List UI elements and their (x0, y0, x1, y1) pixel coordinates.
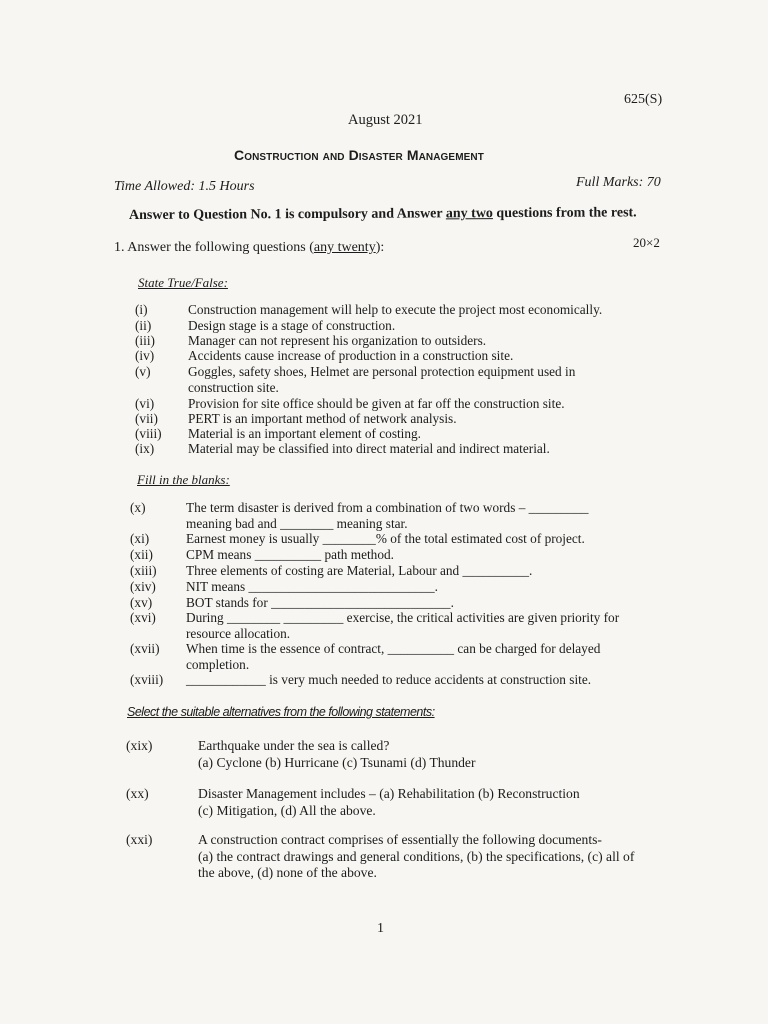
item-number: (iv) (135, 348, 155, 363)
item-number: (xi) (130, 531, 150, 546)
item-text: (a) the contract drawings and general conditions, (b) the specifications, (c) all of (198, 848, 635, 864)
exam-date: August 2021 (348, 112, 423, 128)
paper-code: 625(S) (624, 92, 663, 107)
item-text: Disaster Management includes – (a) Rehabilitation (b) Reconstruction (198, 786, 580, 801)
item-text: Design stage is a stage of construction. (188, 318, 396, 333)
item-text: During ________ _________ exercise, the critical activities are given priority for (186, 610, 620, 625)
item-text: When time is the essence of contract, __________ can be charged for delayed (186, 641, 601, 656)
item-text: meaning bad and ________ meaning star. (186, 515, 408, 531)
item-number: (vii) (135, 411, 158, 426)
item-text: construction site. (188, 380, 279, 395)
item-text: Three elements of costing are Material, Labour and __________. (186, 563, 533, 578)
item-number: (v) (135, 364, 151, 379)
item-number: (xvii) (130, 641, 160, 656)
item-number: (xiii) (130, 563, 157, 578)
item-text: Earthquake under the sea is called? (198, 738, 390, 753)
item-text: (c) Mitigation, (d) All the above. (198, 802, 376, 818)
item-number: (xii) (130, 547, 153, 562)
item-number: (x) (130, 500, 146, 515)
item-number: (ix) (135, 441, 155, 456)
time-allowed: Time Allowed: 1.5 Hours (114, 179, 255, 194)
item-number: (ii) (135, 318, 152, 333)
item-number: (xv) (130, 595, 153, 610)
section-true-false: State True/False: (138, 275, 228, 290)
section-alternatives: Select the suitable alternatives from the following statements: (127, 705, 435, 719)
instructions: Answer to Question No. 1 is compulsory and Answer any two questions from the rest. (128, 205, 637, 223)
item-number: (xiv) (130, 579, 156, 594)
item-text: Provision for site office should be given at far off the construction site. (188, 396, 565, 411)
item-text: NIT means ____________________________. (186, 579, 439, 594)
item-text: ____________ is very much needed to reduce accidents at construction site. (186, 672, 592, 687)
item-text: A construction contract comprises of essentially the following documents- (198, 832, 602, 847)
item-text: the above, (d) none of the above. (198, 865, 377, 880)
item-text: CPM means __________ path method. (186, 547, 394, 562)
item-text: The term disaster is derived from a combination of two words – _________ (186, 500, 589, 515)
question-1: 1. Answer the following questions (any twenty): (114, 240, 385, 255)
item-number: (i) (135, 302, 148, 317)
item-text: (a) Cyclone (b) Hurricane (c) Tsunami (d) Thunder (198, 754, 476, 770)
full-marks: Full Marks: 70 (576, 175, 661, 190)
item-number: (xvi) (130, 610, 156, 625)
question-1-marks: 20×2 (633, 235, 660, 250)
item-number: (xx) (126, 786, 149, 801)
paper-title: Construction and Disaster Management (234, 147, 484, 163)
item-text: completion. (186, 656, 250, 672)
item-number: (viii) (135, 426, 162, 441)
item-text: Goggles, safety shoes, Helmet are personal protection equipment used in (188, 364, 576, 379)
page-number: 1 (377, 921, 384, 936)
item-text: PERT is an important method of network analysis. (188, 411, 457, 426)
item-number: (xviii) (130, 672, 164, 687)
item-number: (xix) (126, 738, 153, 753)
item-number: (xxi) (126, 832, 153, 847)
item-number: (iii) (135, 333, 155, 348)
item-number: (vi) (135, 396, 155, 411)
item-text: Earnest money is usually ________% of the total estimated cost of project. (186, 531, 585, 546)
item-text: Manager can not represent his organization to outsiders. (188, 333, 487, 348)
item-text: Material is an important element of costing. (188, 426, 422, 441)
section-fill-blanks: Fill in the blanks: (137, 472, 230, 487)
item-text: BOT stands for ___________________________. (186, 595, 454, 610)
item-text: Construction management will help to execute the project most economically. (188, 302, 603, 317)
item-text: Accidents cause increase of production in a construction site. (188, 348, 514, 363)
item-text: resource allocation. (186, 625, 291, 641)
item-text: Material may be classified into direct material and indirect material. (188, 441, 550, 456)
